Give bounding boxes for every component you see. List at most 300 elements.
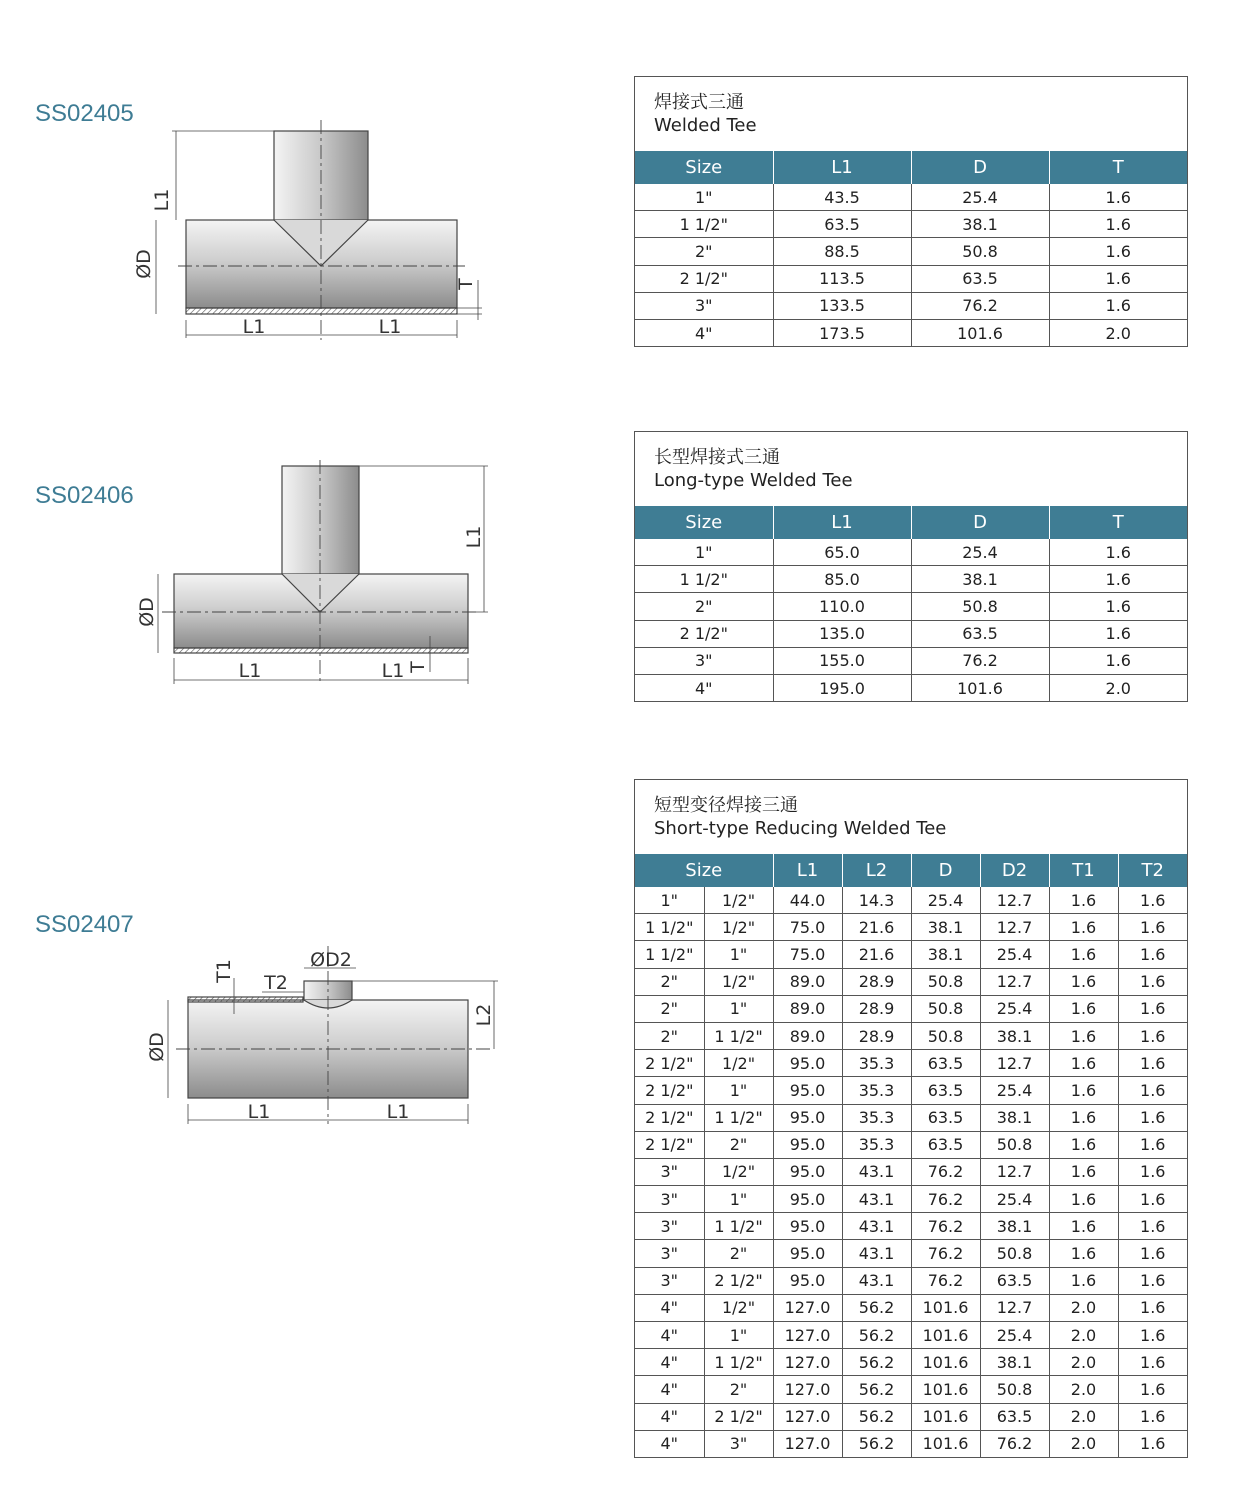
drawing-label-t: T xyxy=(455,278,477,290)
table-cell: 101.6 xyxy=(911,674,1049,701)
table-row xyxy=(635,1186,1187,1213)
drawing-label-l2: L2 xyxy=(473,1003,495,1027)
table-cell: 25.4 xyxy=(911,539,1049,566)
table-cell: 63.5 xyxy=(911,620,1049,647)
table-cell: 50.8 xyxy=(911,995,980,1022)
title-english: Short-type Reducing Welded Tee xyxy=(654,818,947,839)
drawing-label-d2: ØD2 xyxy=(310,949,352,971)
table-cell: 4" xyxy=(635,1376,704,1403)
table-cell: 4" xyxy=(635,319,773,346)
table-cell: 1.6 xyxy=(1118,1240,1187,1267)
table-cell: 35.3 xyxy=(842,1077,911,1104)
table-cell: 101.6 xyxy=(911,1322,980,1349)
table-cell: 38.1 xyxy=(980,1104,1049,1131)
table-cell: 43.1 xyxy=(842,1240,911,1267)
table-row xyxy=(635,887,1187,914)
table-cell: 28.9 xyxy=(842,995,911,1022)
table-cell: 4" xyxy=(635,674,773,701)
table-cell: 38.1 xyxy=(980,1213,1049,1240)
table-cell: 43.5 xyxy=(773,184,911,211)
table-cell: 2 1/2" xyxy=(635,265,773,292)
table-cell: 1.6 xyxy=(1049,620,1187,647)
table-cell: 25.4 xyxy=(911,184,1049,211)
table-cell: 1.6 xyxy=(1049,184,1187,211)
table-cell: 63.5 xyxy=(980,1267,1049,1294)
table-cell: 1.6 xyxy=(1118,1104,1187,1131)
table-row xyxy=(635,566,1187,593)
table-row xyxy=(635,1267,1187,1294)
table-cell: 1.6 xyxy=(1118,1430,1187,1457)
title-chinese: 长型焊接式三通 xyxy=(654,447,780,468)
table-cell: 1.6 xyxy=(1049,566,1187,593)
table-cell: 1.6 xyxy=(1049,995,1118,1022)
table-cell: 1.6 xyxy=(1049,941,1118,968)
table-row xyxy=(635,1403,1187,1430)
table-cell: 35.3 xyxy=(842,1050,911,1077)
table-cell: 89.0 xyxy=(773,1022,842,1049)
table-cell: 63.5 xyxy=(980,1403,1049,1430)
table-cell: 101.6 xyxy=(911,1349,980,1376)
drawing-label-l1-left: L1 xyxy=(242,316,266,338)
table-row xyxy=(635,620,1187,647)
table-cell: 76.2 xyxy=(911,292,1049,319)
table-cell: 12.7 xyxy=(980,1294,1049,1321)
table-cell: 1" xyxy=(694,542,713,562)
header-cell: L1 xyxy=(773,506,911,539)
table-cell: 1.6 xyxy=(1118,1131,1187,1158)
header-cell: L1 xyxy=(773,854,842,887)
table-cell: 50.8 xyxy=(980,1240,1049,1267)
table-cell: 1 1/2" xyxy=(704,1022,773,1049)
header-cell: T xyxy=(1049,151,1187,184)
table-cell: 2" xyxy=(635,968,704,995)
table-cell: 1.6 xyxy=(1118,1349,1187,1376)
table-row xyxy=(635,265,1187,292)
table-cell: 2" xyxy=(704,1240,773,1267)
table-row xyxy=(635,1213,1187,1240)
table-cell: 2 1/2" xyxy=(635,620,773,647)
table-cell: 1.6 xyxy=(1049,1240,1118,1267)
table-cell: 1.6 xyxy=(1049,238,1187,265)
spec-table-short-type-reducing-welded-tee xyxy=(634,779,1188,1458)
table-cell: 1.6 xyxy=(1118,1022,1187,1049)
table-cell: 50.8 xyxy=(911,238,1049,265)
drawing-label-t: T xyxy=(407,661,429,673)
table-cell: 1.6 xyxy=(1049,1267,1118,1294)
table-row xyxy=(635,184,1187,211)
header-cell: T2 xyxy=(1118,854,1187,887)
table-cell: 1.6 xyxy=(1049,968,1118,995)
table-cell: 1.6 xyxy=(1049,887,1118,914)
table-cell: 1.6 xyxy=(1049,647,1187,674)
table-row xyxy=(635,1349,1187,1376)
table-cell: 28.9 xyxy=(842,968,911,995)
header-cell: D xyxy=(911,151,1049,184)
table-row xyxy=(635,1131,1187,1158)
table-cell: 12.7 xyxy=(980,887,1049,914)
table-cell: 1 1/2" xyxy=(635,914,704,941)
table-cell: 127.0 xyxy=(773,1294,842,1321)
table-cell: 127.0 xyxy=(773,1376,842,1403)
table-cell: 76.2 xyxy=(911,647,1049,674)
product-code-ss02406: SS02406 xyxy=(35,482,134,509)
table-row xyxy=(635,1158,1187,1185)
table-title xyxy=(635,780,1187,854)
table-row xyxy=(635,1104,1187,1131)
table-cell: 1.6 xyxy=(1049,1104,1118,1131)
table-cell: 95.0 xyxy=(773,1158,842,1185)
table-cell: 2" xyxy=(635,593,773,620)
table-cell: 38.1 xyxy=(911,566,1049,593)
header-cell: T xyxy=(1049,506,1187,539)
table-cell: 95.0 xyxy=(773,1104,842,1131)
table-row xyxy=(635,238,1187,265)
table-row xyxy=(635,1322,1187,1349)
table-cell: 1 1/2" xyxy=(635,941,704,968)
table-cell: 133.5 xyxy=(773,292,911,319)
table-row xyxy=(635,647,1187,674)
table-cell: 1.6 xyxy=(1118,1403,1187,1430)
table-title xyxy=(635,432,1187,506)
table-cell: 12.7 xyxy=(980,968,1049,995)
table-cell: 1.6 xyxy=(1118,1186,1187,1213)
table-cell: 1.6 xyxy=(1049,914,1118,941)
table-cell: 1.6 xyxy=(1049,1213,1118,1240)
title-chinese: 短型变径焊接三通 xyxy=(654,795,798,816)
header-cell: L1 xyxy=(773,151,911,184)
table-cell: 14.3 xyxy=(842,887,911,914)
title-english: Welded Tee xyxy=(654,115,757,136)
table-cell: 43.1 xyxy=(842,1213,911,1240)
table-cell: 1/2" xyxy=(704,968,773,995)
table-cell: 195.0 xyxy=(773,674,911,701)
table-cell: 1.6 xyxy=(1049,265,1187,292)
table-row xyxy=(635,1022,1187,1049)
table-row xyxy=(635,1240,1187,1267)
table-cell: 50.8 xyxy=(911,593,1049,620)
table-cell: 12.7 xyxy=(980,1158,1049,1185)
table-cell: 2 1/2" xyxy=(704,1267,773,1294)
table-cell: 76.2 xyxy=(911,1267,980,1294)
table-cell: 38.1 xyxy=(980,1349,1049,1376)
table-cell: 38.1 xyxy=(911,914,980,941)
table-cell: 25.4 xyxy=(980,995,1049,1022)
table-cell: 35.3 xyxy=(842,1104,911,1131)
header-cell: L2 xyxy=(842,854,911,887)
table-row xyxy=(635,968,1187,995)
table-cell: 1.6 xyxy=(1049,292,1187,319)
data-table xyxy=(635,151,1187,346)
table-cell: 2" xyxy=(704,1376,773,1403)
table-cell: 12.7 xyxy=(980,914,1049,941)
table-cell: 3" xyxy=(635,1158,704,1185)
drawing-label-d: ØD xyxy=(136,597,158,627)
table-cell: 101.6 xyxy=(911,1430,980,1457)
table-cell: 95.0 xyxy=(773,1131,842,1158)
table-cell: 95.0 xyxy=(773,1186,842,1213)
table-cell: 1 1/2" xyxy=(704,1349,773,1376)
table-cell: 25.4 xyxy=(980,1077,1049,1104)
table-row xyxy=(635,941,1187,968)
table-cell: 127.0 xyxy=(773,1349,842,1376)
table-cell: 4" xyxy=(635,1349,704,1376)
table-cell: 75.0 xyxy=(773,941,842,968)
table-cell: 25.4 xyxy=(980,941,1049,968)
table-cell: 21.6 xyxy=(842,941,911,968)
table-cell: 1.6 xyxy=(1118,941,1187,968)
table-cell: 1.6 xyxy=(1118,887,1187,914)
table-cell: 101.6 xyxy=(911,1294,980,1321)
product-code-ss02407: SS02407 xyxy=(35,911,134,938)
table-cell: 135.0 xyxy=(773,620,911,647)
table-cell: 50.8 xyxy=(980,1131,1049,1158)
table-cell: 2 1/2" xyxy=(635,1131,704,1158)
table-cell: 95.0 xyxy=(773,1050,842,1077)
table-cell: 1.6 xyxy=(1118,1077,1187,1104)
table-cell: 1.6 xyxy=(1049,1186,1118,1213)
table-row xyxy=(635,319,1187,346)
table-cell: 63.5 xyxy=(911,1104,980,1131)
table-cell: 35.3 xyxy=(842,1131,911,1158)
table-row xyxy=(635,211,1187,238)
table-cell: 56.2 xyxy=(842,1322,911,1349)
table-cell: 2" xyxy=(635,1022,704,1049)
table-cell: 1.6 xyxy=(1049,593,1187,620)
table-cell: 65.0 xyxy=(773,539,911,566)
table-cell: 63.5 xyxy=(773,211,911,238)
title-chinese: 焊接式三通 xyxy=(654,92,744,113)
table-cell: 1.6 xyxy=(1118,1294,1187,1321)
table-row xyxy=(635,1050,1187,1077)
table-cell: 2" xyxy=(704,1131,773,1158)
table-cell: 1 1/2" xyxy=(704,1213,773,1240)
table-cell: 4" xyxy=(635,1294,704,1321)
drawing-label-l1-right: L1 xyxy=(378,316,402,338)
table-cell: 75.0 xyxy=(773,914,842,941)
table-cell: 1" xyxy=(704,941,773,968)
table-cell: 38.1 xyxy=(911,941,980,968)
table-row xyxy=(635,593,1187,620)
table-cell: 1" xyxy=(704,995,773,1022)
table-cell: 1.6 xyxy=(1118,914,1187,941)
table-cell: 1.6 xyxy=(1118,968,1187,995)
table-cell: 101.6 xyxy=(911,319,1049,346)
drawing-label-d: ØD xyxy=(133,249,155,279)
drawing-label-l1-right: L1 xyxy=(386,1101,410,1123)
data-table xyxy=(635,854,1187,1457)
table-cell: 1.6 xyxy=(1049,539,1187,566)
table-cell: 2.0 xyxy=(1049,1430,1118,1457)
table-cell: 25.4 xyxy=(980,1322,1049,1349)
table-cell: 63.5 xyxy=(911,1050,980,1077)
table-cell: 4" xyxy=(635,1430,704,1457)
table-cell: 1/2" xyxy=(704,887,773,914)
product-code-ss02405: SS02405 xyxy=(35,100,134,127)
header-cell: Size xyxy=(635,854,773,887)
table-cell: 4" xyxy=(635,1322,704,1349)
drawing-label-d: ØD xyxy=(146,1032,168,1062)
drawing-label-l1-vertical: L1 xyxy=(463,525,485,549)
table-cell: 1" xyxy=(694,187,713,207)
table-cell: 1/2" xyxy=(704,1294,773,1321)
table-cell: 38.1 xyxy=(911,211,1049,238)
table-cell: 76.2 xyxy=(911,1213,980,1240)
header-cell: Size xyxy=(635,506,773,539)
table-cell: 76.2 xyxy=(911,1186,980,1213)
table-cell: 1 1/2" xyxy=(704,1104,773,1131)
table-cell: 127.0 xyxy=(773,1403,842,1430)
table-cell: 1" xyxy=(660,890,679,910)
table-cell: 56.2 xyxy=(842,1294,911,1321)
header-cell: Size xyxy=(635,151,773,184)
table-cell: 2.0 xyxy=(1049,1322,1118,1349)
table-cell: 1.6 xyxy=(1118,1322,1187,1349)
table-cell: 1 1/2" xyxy=(635,211,773,238)
drawing-label-l1-left: L1 xyxy=(238,660,262,682)
table-cell: 1" xyxy=(704,1322,773,1349)
data-table xyxy=(635,506,1187,701)
table-cell: 3" xyxy=(635,647,773,674)
drawing-label-l1-right: L1 xyxy=(381,660,405,682)
table-row xyxy=(635,539,1187,566)
table-cell: 1.6 xyxy=(1049,1022,1118,1049)
table-cell: 28.9 xyxy=(842,1022,911,1049)
table-cell: 50.8 xyxy=(911,1022,980,1049)
table-cell: 85.0 xyxy=(773,566,911,593)
table-cell: 50.8 xyxy=(911,968,980,995)
table-cell: 3" xyxy=(635,1213,704,1240)
spec-table-long-type-welded-tee xyxy=(634,431,1188,702)
table-cell: 88.5 xyxy=(773,238,911,265)
table-cell: 1.6 xyxy=(1049,1050,1118,1077)
drawing-label-l1: L1 xyxy=(151,188,173,212)
table-cell: 1.6 xyxy=(1118,1158,1187,1185)
table-cell: 2.0 xyxy=(1049,1349,1118,1376)
table-cell: 4" xyxy=(635,1403,704,1430)
table-cell: 1.6 xyxy=(1118,1050,1187,1077)
drawing-label-t1: T1 xyxy=(213,959,235,983)
table-cell: 56.2 xyxy=(842,1430,911,1457)
table-cell: 2.0 xyxy=(1049,319,1187,346)
table-cell: 56.2 xyxy=(842,1403,911,1430)
table-cell: 1.6 xyxy=(1049,1158,1118,1185)
table-cell: 1" xyxy=(704,1077,773,1104)
table-cell: 1 1/2" xyxy=(635,566,773,593)
table-cell: 2 1/2" xyxy=(635,1050,704,1077)
table-cell: 101.6 xyxy=(911,1403,980,1430)
table-cell: 43.1 xyxy=(842,1158,911,1185)
table-cell: 76.2 xyxy=(911,1158,980,1185)
table-cell: 76.2 xyxy=(911,1240,980,1267)
table-cell: 2.0 xyxy=(1049,1294,1118,1321)
header-cell: T1 xyxy=(1049,854,1118,887)
table-row xyxy=(635,674,1187,701)
table-cell: 1.6 xyxy=(1118,1376,1187,1403)
table-cell: 113.5 xyxy=(773,265,911,292)
drawing-label-t2: T2 xyxy=(264,972,288,994)
table-cell: 43.1 xyxy=(842,1267,911,1294)
header-cell: D2 xyxy=(980,854,1049,887)
table-cell: 38.1 xyxy=(980,1022,1049,1049)
table-cell: 2 1/2" xyxy=(635,1077,704,1104)
table-cell: 63.5 xyxy=(911,1077,980,1104)
table-row xyxy=(635,1376,1187,1403)
table-cell: 1/2" xyxy=(704,914,773,941)
table-cell: 127.0 xyxy=(773,1430,842,1457)
table-cell: 25.4 xyxy=(980,1186,1049,1213)
table-cell: 1.6 xyxy=(1118,995,1187,1022)
drawing-label-l1-left: L1 xyxy=(247,1101,271,1123)
table-cell: 56.2 xyxy=(842,1376,911,1403)
table-row xyxy=(635,292,1187,319)
table-cell: 76.2 xyxy=(980,1430,1049,1457)
table-cell: 3" xyxy=(704,1430,773,1457)
table-cell: 1/2" xyxy=(704,1158,773,1185)
table-cell: 1/2" xyxy=(704,1050,773,1077)
table-cell: 95.0 xyxy=(773,1240,842,1267)
table-cell: 2" xyxy=(635,995,704,1022)
table-cell: 127.0 xyxy=(773,1322,842,1349)
table-row xyxy=(635,1294,1187,1321)
table-row xyxy=(635,1077,1187,1104)
table-cell: 101.6 xyxy=(911,1376,980,1403)
table-cell: 12.7 xyxy=(980,1050,1049,1077)
table-cell: 2" xyxy=(635,238,773,265)
table-cell: 1.6 xyxy=(1049,1131,1118,1158)
table-cell: 43.1 xyxy=(842,1186,911,1213)
table-cell: 89.0 xyxy=(773,968,842,995)
table-cell: 2 1/2" xyxy=(704,1403,773,1430)
table-title xyxy=(635,77,1187,151)
title-english: Long-type Welded Tee xyxy=(654,470,853,491)
table-cell: 63.5 xyxy=(911,265,1049,292)
table-row xyxy=(635,914,1187,941)
table-cell: 95.0 xyxy=(773,1213,842,1240)
table-cell: 2 1/2" xyxy=(635,1104,704,1131)
table-cell: 25.4 xyxy=(911,887,980,914)
table-cell: 1.6 xyxy=(1118,1267,1187,1294)
table-cell: 3" xyxy=(635,1267,704,1294)
table-cell: 173.5 xyxy=(773,319,911,346)
table-cell: 2.0 xyxy=(1049,1403,1118,1430)
drawing-long-type-welded-tee xyxy=(158,460,488,684)
table-cell: 3" xyxy=(635,1240,704,1267)
table-cell: 1.6 xyxy=(1049,1077,1118,1104)
table-cell: 1" xyxy=(704,1186,773,1213)
table-cell: 110.0 xyxy=(773,593,911,620)
table-row xyxy=(635,1430,1187,1457)
table-cell: 44.0 xyxy=(773,887,842,914)
table-cell: 63.5 xyxy=(911,1131,980,1158)
table-cell: 2.0 xyxy=(1049,674,1187,701)
table-cell: 50.8 xyxy=(980,1376,1049,1403)
table-cell: 1.6 xyxy=(1049,211,1187,238)
header-cell: D xyxy=(911,854,980,887)
header-cell: D xyxy=(911,506,1049,539)
table-cell: 89.0 xyxy=(773,995,842,1022)
table-row xyxy=(635,995,1187,1022)
table-cell: 2.0 xyxy=(1049,1376,1118,1403)
table-cell: 155.0 xyxy=(773,647,911,674)
table-cell: 3" xyxy=(635,1186,704,1213)
table-cell: 95.0 xyxy=(773,1267,842,1294)
drawing-welded-tee xyxy=(156,120,482,340)
table-cell: 3" xyxy=(635,292,773,319)
table-cell: 1.6 xyxy=(1118,1213,1187,1240)
table-cell: 56.2 xyxy=(842,1349,911,1376)
table-cell: 21.6 xyxy=(842,914,911,941)
table-cell: 95.0 xyxy=(773,1077,842,1104)
